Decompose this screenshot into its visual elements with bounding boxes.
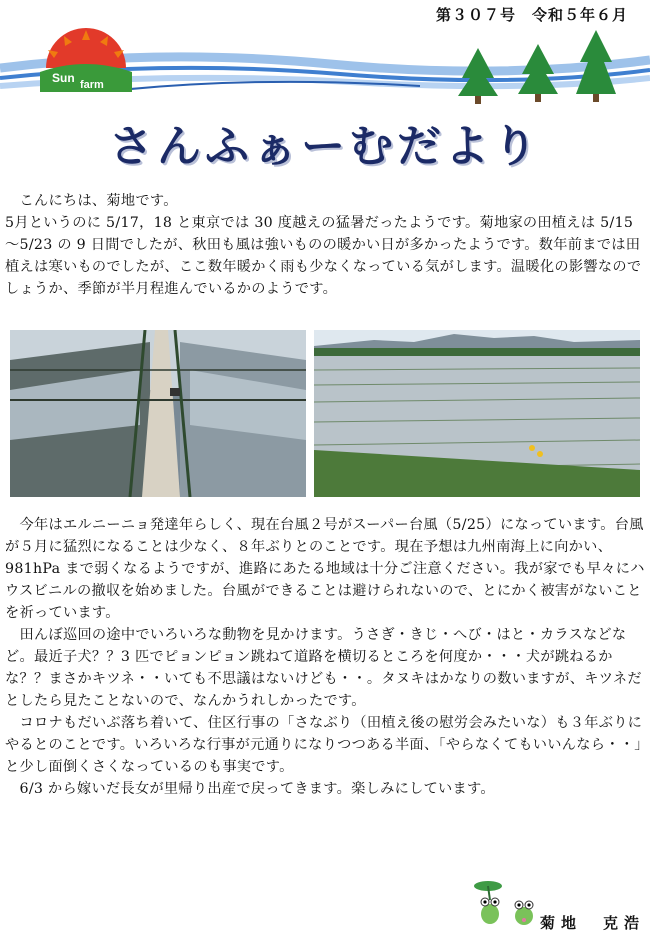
paragraph: 5月というのに 5/17，18 と東京では 30 度越えの猛暑だったようです。菊地家の田植えは 5/15～5/23 の 9 日間でしたが、秋田も風は強いものの暖かい日が多かったようです。数年前までは田植えは寒いものでしたが、ここ数年暖かく雨も少なくなっている気がします。温暖化の影響なのでしょうか、季節が半月程進んでいるかのようです。 — [5, 215, 642, 297]
newsletter-title: さんふぁーむだより — [109, 121, 541, 172]
photo-rice-paddies-aerial — [10, 330, 306, 497]
paragraph: コロナもだいぶ落ち着いて、住区行事の「さなぶり（田植え後の慰労会みたいな）も３年ぶりにやるとのことです。いろいろな行事が元通りになりつつある半面、「やらなくてもいいんなら・・」と少し面倒くさくなっているのも事実です。 — [5, 715, 643, 775]
pine-tree-icon — [518, 44, 558, 102]
photo-rice-seedlings — [314, 330, 640, 497]
issue-number: 第３０７号 令和５年６月 — [436, 6, 629, 24]
paragraph: 今年はエルニーニョ発達年らしく、現在台風２号がスーパー台風（5/25）になっています。台風が５月に猛烈になることは少なく、８年ぶりとのことです。現在予想は九州南海上に向かい、981hPa まで弱くなるようですが、進路にあたる地域は十分ご注意ください。我が家でも早々にハウスビニルの撤収を始めました。台風ができることは避けられないので、とにかく被害がないことを祈っています。 — [5, 517, 645, 621]
paragraph: 6/3 から嫁いだ長女が里帰り出産で戻ってきます。楽しみにしています。 — [5, 781, 495, 797]
paragraph: 田んぼ巡回の途中でいろいろな動物を見かけます。うさぎ・きじ・へび・はと・カラスなどなど。最近子犬？？3 匹でピョンピョン跳ねて道路を横切るところを何度か・・・犬が跳ねるかな？？まさかキツネ・・いても不思議はないけども・・。タヌキはかなりの数いますが、キツネだとしたら見たことないので、なんかうれしかったです。 — [5, 627, 642, 709]
paragraph: こんにちは、菊地です。 — [5, 193, 178, 209]
frog-icon — [515, 901, 533, 925]
author-name: 菊地 克浩 — [540, 914, 646, 932]
logo-text: farm — [80, 79, 104, 91]
logo-text: Sun — [52, 71, 75, 85]
frogs-illustration — [472, 876, 544, 928]
intro-text — [5, 190, 645, 300]
frog-icon — [474, 881, 502, 924]
sun-farm-logo — [38, 28, 134, 92]
pine-tree-icon — [458, 48, 498, 104]
body-text — [5, 514, 645, 800]
